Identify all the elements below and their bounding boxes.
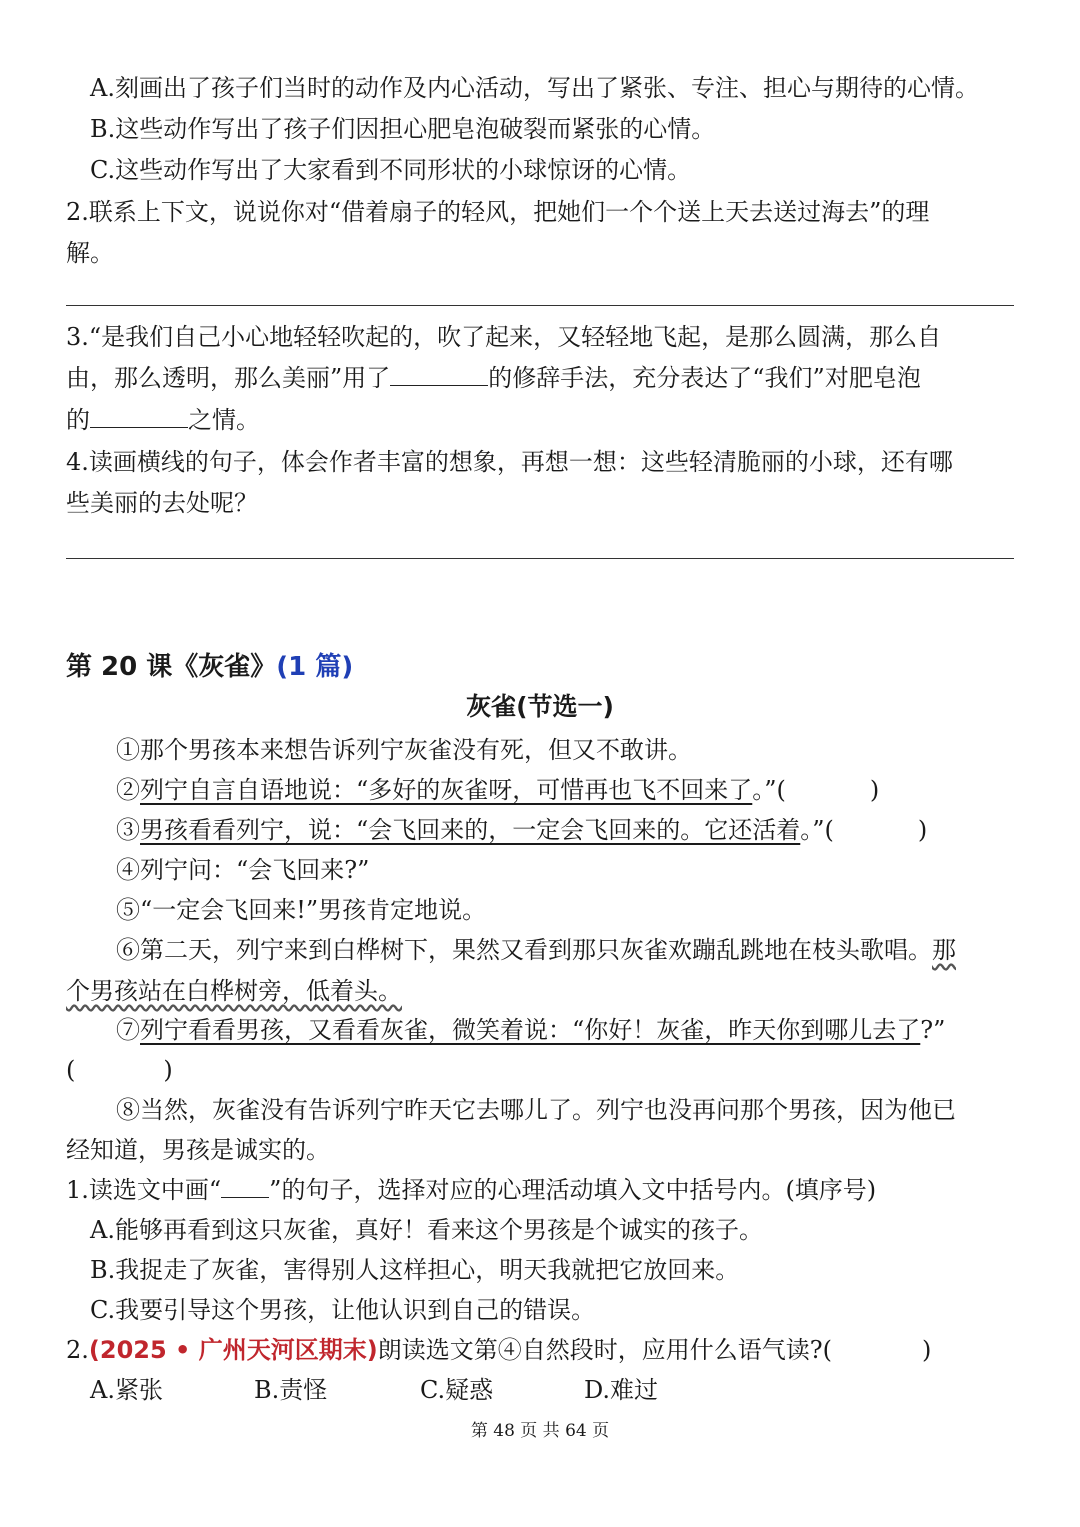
p2-underlined: 列宁自言自语地说：“多好的灰雀呀，可惜再也飞不回来了 <box>140 776 753 804</box>
lesson-title-main: 第 20 课《灰雀》 <box>66 652 277 682</box>
q4-line-1: 4.读画横线的句子，体会作者丰富的想象，再想一想：这些轻清脆丽的小球，还有哪 <box>66 448 953 476</box>
q3-line-2-a: 由，那么透明，那么美丽”用了 <box>66 364 391 392</box>
p7-marker: ⑦ <box>116 1016 140 1044</box>
p3-underlined: 男孩看看列宁，说：“会飞回来的，一定会飞回来的。它还活着 <box>140 816 801 844</box>
exercise2-options <box>90 1374 658 1406</box>
passage-p8-line-2: 经知道，男孩是诚实的。 <box>66 1136 330 1164</box>
ex2-source: (2025 • 广州天河区期末) <box>88 1336 378 1364</box>
ex1-underline-sample <box>221 1175 269 1198</box>
q2-line-1: 2.联系上下文，说说你对“借着扇子的轻风，把她们一个个送上天去送过海去”的理 <box>66 198 930 226</box>
p7-paren-open: ( <box>66 1056 76 1084</box>
passage-p2 <box>116 774 879 806</box>
q4-line-2: 些美丽的去处呢？ <box>66 489 258 517</box>
q3-line-2 <box>66 362 921 394</box>
p6-a: ⑥第二天，列宁来到白桦树下，果然又看到那只灰雀欢蹦乱跳地在枝头歌唱。 <box>116 936 932 964</box>
lesson-count: (1 篇) <box>276 652 354 682</box>
page-footer: 第 48 页 共 64 页 <box>470 1421 610 1441</box>
passage-p3 <box>116 814 927 846</box>
passage-p6-line-2 <box>66 975 402 1007</box>
ex1-prompt-b: ”的句子，选择对应的心理活动填入文中括号内。(填序号) <box>269 1176 877 1204</box>
answer-line-q2 <box>66 305 1014 306</box>
ex2-option-d: D.难过 <box>584 1376 659 1404</box>
answer-line-q4 <box>66 558 1014 559</box>
passage-p6-line-1 <box>116 934 956 966</box>
ex2-option-c: C.疑惑 <box>420 1376 494 1404</box>
p7-underlined: 列宁看看男孩，又看看灰雀，微笑着说：“你好！灰雀，昨天你到哪儿去了 <box>140 1016 921 1044</box>
p6-wavy: 个男孩站在白桦树旁，低着头。 <box>66 977 402 1005</box>
passage-p1: ①那个男孩本来想告诉列宁灰雀没有死，但又不敢讲。 <box>116 736 692 764</box>
q3-blank-1 <box>390 363 488 386</box>
q3-blank-2 <box>90 405 188 428</box>
passage-p4: ④列宁问：“会飞回来?” <box>116 856 370 884</box>
q1-option-c: C.这些动作写出了大家看到不同形状的小球惊讶的心情。 <box>90 156 692 184</box>
p6-wavy-start: 那 <box>932 936 956 964</box>
passage-subtitle: 灰雀(节选一) <box>466 692 614 721</box>
ex2-option-b: B.责怪 <box>254 1376 328 1404</box>
q3-line-3-a: 的 <box>66 406 90 434</box>
q2-line-2: 解。 <box>66 239 114 267</box>
passage-p8-line-1: ⑧当然，灰雀没有告诉列宁昨天它去哪儿了。列宁也没再问那个男孩，因为他已 <box>116 1096 956 1124</box>
exercise1-option-c: C.我要引导这个男孩，让他认识到自己的错误。 <box>90 1296 596 1324</box>
ex2-number: 2. <box>66 1336 89 1364</box>
exercise2-prompt <box>66 1334 931 1366</box>
p3-close: ) <box>917 816 928 844</box>
p7-tail: ?” <box>920 1016 946 1044</box>
q1-option-a: A.刻画出了孩子们当时的动作及内心活动，写出了紧张、专注、担心与期待的心情。 <box>90 74 979 102</box>
q3-line-1: 3.“是我们自己小心地轻轻吹起的，吹了起来，又轻轻地飞起，是那么圆满，那么自 <box>66 323 942 351</box>
q3-line-2-b: 的修辞手法，充分表达了“我们”对肥皂泡 <box>488 364 921 392</box>
ex1-prompt-a: 1.读选文中画“ <box>66 1176 222 1204</box>
q3-line-3 <box>66 404 260 436</box>
q1-option-b: B.这些动作写出了孩子们因担心肥皂泡破裂而紧张的心情。 <box>90 115 716 143</box>
p3-marker: ③ <box>116 816 140 844</box>
p2-tail: 。”( <box>752 776 786 804</box>
passage-p5: ⑤“一定会飞回来!”男孩肯定地说。 <box>116 896 487 924</box>
exercise1-prompt <box>66 1174 876 1206</box>
exercise1-option-a: A.能够再看到这只灰雀，真好！看来这个男孩是个诚实的孩子。 <box>90 1216 763 1244</box>
exercise1-option-b: B.我捉走了灰雀，害得别人这样担心，明天我就把它放回来。 <box>90 1256 740 1284</box>
p2-close: ) <box>869 776 880 804</box>
ex2-prompt: 朗读选文第④自然段时，应用什么语气读?( <box>377 1336 832 1364</box>
p2-marker: ② <box>116 776 140 804</box>
q3-line-3-b: 之情。 <box>188 406 260 434</box>
ex2-close: ) <box>921 1336 932 1364</box>
lesson-title <box>66 650 353 684</box>
passage-p7-paren <box>66 1054 173 1086</box>
p3-tail: 。”( <box>800 816 834 844</box>
passage-p7 <box>116 1014 945 1046</box>
p7-paren-close: ) <box>163 1056 173 1084</box>
ex2-option-a: A.紧张 <box>90 1376 163 1404</box>
